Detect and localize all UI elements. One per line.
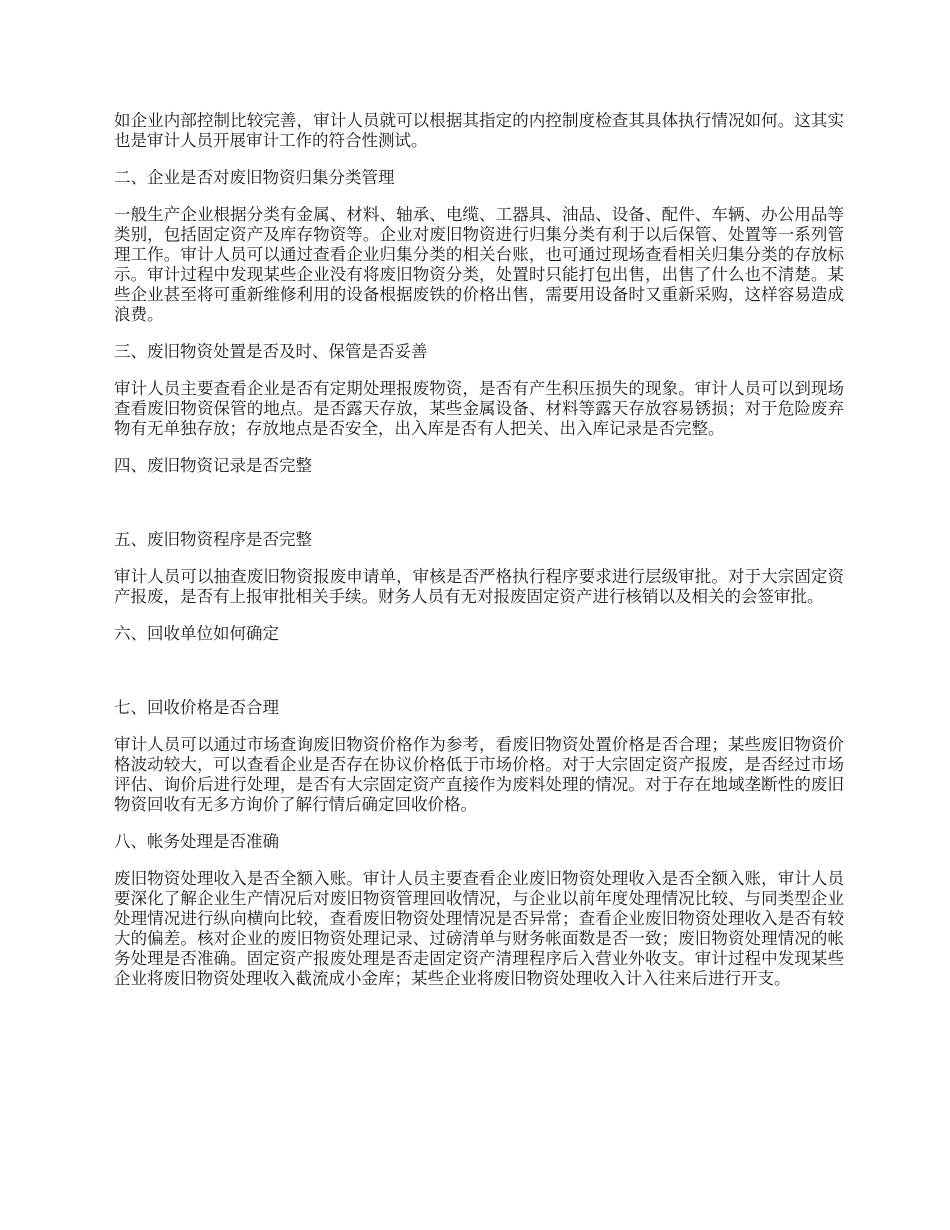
section-heading-5: 五、废旧物资程序是否完整 — [114, 530, 312, 549]
paragraph-accounting: 废旧物资处理收入是否全额入账。审计人员主要查看企业废旧物资处理收入是否全额入账，审计人员要深化了解企业生产情况后对废旧物资管理回收情况，与企业以前年度处理情况比较、与同类型企业处理情况进行纵向横向比较，查看废旧物资处理情况是否异常；查看企业废旧物资处理收入是否有较大的偏差。核对企业的废旧物资处理记录、过磅清单与财务帐面数是否一致；废旧物资处理情况的帐务处理是否准确。固定资产报废处理是否走固定资产清理程序后入营业外收支。审计过程中发现某些企业将废旧物资处理收入截流成小金库；某些企业将废旧物资处理收入计入往来后进行开支。 — [114, 869, 844, 988]
section-heading-3: 三、废旧物资处置是否及时、保管是否妥善 — [114, 342, 428, 361]
paragraph-procedure: 审计人员可以抽查废旧物资报废申请单，审核是否严格执行程序要求进行层级审批。对于大宗固定资产报废，是否有上报审批相关手续。财务人员有无对报废固定资产进行核销以及相关的会签审批。 — [114, 567, 844, 606]
section-heading-7: 七、回收价格是否合理 — [114, 698, 279, 717]
paragraph-intro: 如企业内部控制比较完善，审计人员就可以根据其指定的内控制度检查其具体执行情况如何。这其实也是审计人员开展审计工作的符合性测试。 — [114, 111, 844, 150]
blank-space — [114, 661, 844, 698]
paragraph-disposal-storage: 审计人员主要查看企业是否有定期处理报废物资，是否有产生积压损失的现象。审计人员可以到现场查看废旧物资保管的地点。是否露天存放，某些金属设备、材料等露天存放容易锈损；对于危险废弃物有无单独存放；存放地点是否安全，出入库是否有人把关、出入库记录是否完整。 — [114, 379, 844, 438]
section-heading-4: 四、废旧物资记录是否完整 — [114, 456, 312, 475]
paragraph-price: 审计人员可以通过市场查询废旧物资价格作为参考，看废旧物资处置价格是否合理；某些废旧物资价格波动较大，可以查看企业是否存在协议价格低于市场价格。对于大宗固定资产报废，是否经过市场评估、询价后进行处理，是否有大宗固定资产直接作为废料处理的情况。对于存在地域垄断性的废旧物资回收有无多方询价了解行情后确定回收价格。 — [114, 735, 844, 814]
blank-space — [114, 493, 844, 530]
paragraph-classification: 一般生产企业根据分类有金属、材料、轴承、电缆、工器具、油品、设备、配件、车辆、办公用品等类别，包括固定资产及库存物资等。企业对废旧物资进行归集分类有利于以后保管、处置等一系列管理工作。审计人员可以通过查看企业归集分类的相关台账，也可通过现场查看相关归集分类的存放标示。审计过程中发现某些企业没有将废旧物资分类，处置时只能打包出售，出售了什么也不清楚。某些企业甚至将可重新维修利用的设备根据废铁的价格出售，需要用设备时又重新采购，这样容易造成浪费。 — [114, 205, 844, 324]
section-heading-8: 八、帐务处理是否准确 — [114, 832, 279, 851]
document-body — [114, 111, 844, 1006]
section-heading-2: 二、企业是否对废旧物资归集分类管理 — [114, 168, 395, 187]
section-heading-6: 六、回收单位如何确定 — [114, 624, 279, 643]
